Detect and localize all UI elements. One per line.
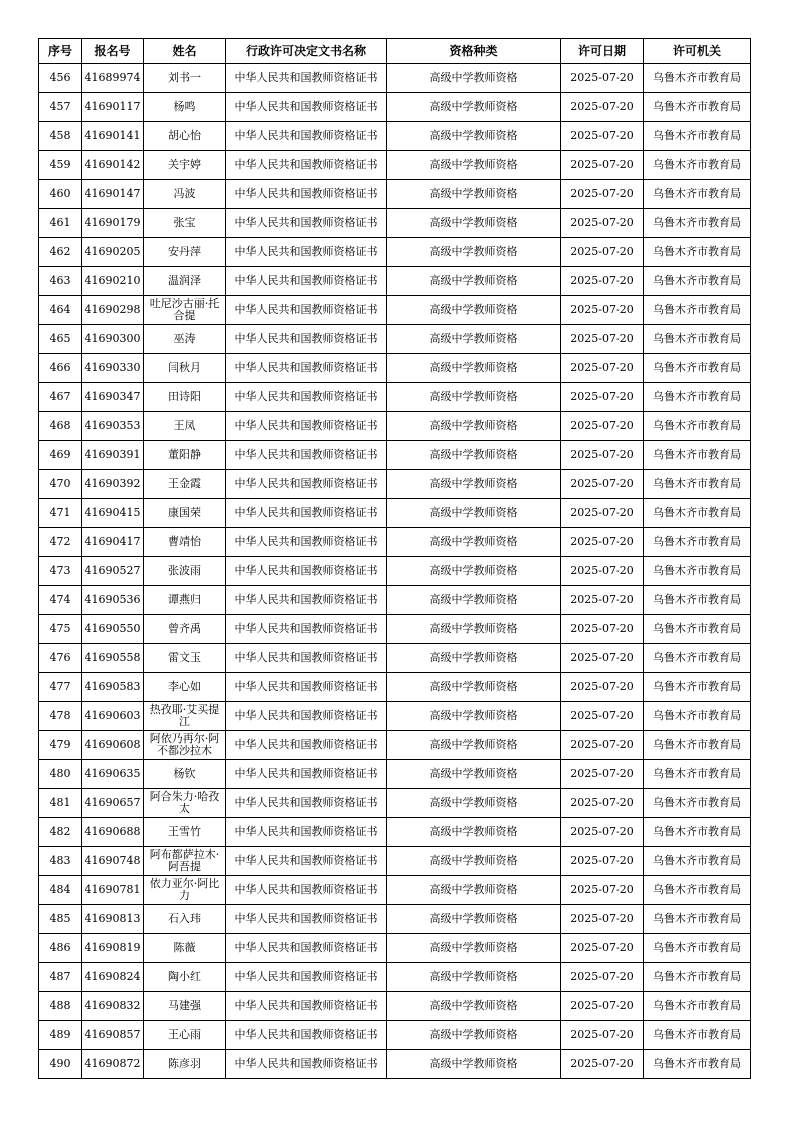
cell-registration-number: 41690635 bbox=[82, 760, 144, 789]
cell-document-name: 中华人民共和国教师资格证书 bbox=[226, 528, 387, 557]
header-serial: 序号 bbox=[39, 39, 82, 64]
cell-license-authority: 乌鲁木齐市教育局 bbox=[644, 847, 751, 876]
cell-serial: 483 bbox=[39, 847, 82, 876]
cell-name: 闫秋月 bbox=[144, 354, 226, 383]
cell-serial: 459 bbox=[39, 151, 82, 180]
cell-document-name: 中华人民共和国教师资格证书 bbox=[226, 325, 387, 354]
cell-license-date: 2025-07-20 bbox=[561, 64, 644, 93]
cell-name: 冯波 bbox=[144, 180, 226, 209]
cell-qualification-type: 高级中学教师资格 bbox=[387, 1050, 561, 1079]
cell-registration-number: 41690179 bbox=[82, 209, 144, 238]
cell-document-name: 中华人民共和国教师资格证书 bbox=[226, 499, 387, 528]
cell-registration-number: 41690353 bbox=[82, 412, 144, 441]
cell-license-authority: 乌鲁木齐市教育局 bbox=[644, 441, 751, 470]
table-row bbox=[39, 731, 751, 760]
cell-license-authority: 乌鲁木齐市教育局 bbox=[644, 760, 751, 789]
cell-license-authority: 乌鲁木齐市教育局 bbox=[644, 789, 751, 818]
cell-serial: 474 bbox=[39, 586, 82, 615]
table-row bbox=[39, 615, 751, 644]
cell-license-authority: 乌鲁木齐市教育局 bbox=[644, 122, 751, 151]
cell-qualification-type: 高级中学教师资格 bbox=[387, 789, 561, 818]
cell-registration-number: 41690392 bbox=[82, 470, 144, 499]
cell-qualification-type: 高级中学教师资格 bbox=[387, 731, 561, 760]
cell-license-date: 2025-07-20 bbox=[561, 325, 644, 354]
cell-registration-number: 41690147 bbox=[82, 180, 144, 209]
cell-license-authority: 乌鲁木齐市教育局 bbox=[644, 702, 751, 731]
cell-registration-number: 41690781 bbox=[82, 876, 144, 905]
cell-qualification-type: 高级中学教师资格 bbox=[387, 702, 561, 731]
cell-document-name: 中华人民共和国教师资格证书 bbox=[226, 122, 387, 151]
cell-document-name: 中华人民共和国教师资格证书 bbox=[226, 818, 387, 847]
cell-qualification-type: 高级中学教师资格 bbox=[387, 818, 561, 847]
cell-document-name: 中华人民共和国教师资格证书 bbox=[226, 354, 387, 383]
cell-registration-number: 41690210 bbox=[82, 267, 144, 296]
cell-serial: 482 bbox=[39, 818, 82, 847]
cell-license-date: 2025-07-20 bbox=[561, 905, 644, 934]
cell-name: 巫涛 bbox=[144, 325, 226, 354]
cell-license-date: 2025-07-20 bbox=[561, 847, 644, 876]
cell-serial: 476 bbox=[39, 644, 82, 673]
cell-license-date: 2025-07-20 bbox=[561, 789, 644, 818]
cell-license-date: 2025-07-20 bbox=[561, 93, 644, 122]
cell-qualification-type: 高级中学教师资格 bbox=[387, 615, 561, 644]
cell-license-date: 2025-07-20 bbox=[561, 876, 644, 905]
cell-license-authority: 乌鲁木齐市教育局 bbox=[644, 296, 751, 325]
cell-qualification-type: 高级中学教师资格 bbox=[387, 354, 561, 383]
cell-serial: 481 bbox=[39, 789, 82, 818]
table-row bbox=[39, 499, 751, 528]
cell-document-name: 中华人民共和国教师资格证书 bbox=[226, 93, 387, 122]
cell-license-date: 2025-07-20 bbox=[561, 992, 644, 1021]
cell-name: 杨鸣 bbox=[144, 93, 226, 122]
cell-license-date: 2025-07-20 bbox=[561, 934, 644, 963]
cell-license-date: 2025-07-20 bbox=[561, 615, 644, 644]
cell-qualification-type: 高级中学教师资格 bbox=[387, 64, 561, 93]
table-row bbox=[39, 383, 751, 412]
cell-license-date: 2025-07-20 bbox=[561, 644, 644, 673]
table-row bbox=[39, 876, 751, 905]
cell-license-date: 2025-07-20 bbox=[561, 731, 644, 760]
cell-qualification-type: 高级中学教师资格 bbox=[387, 1021, 561, 1050]
cell-qualification-type: 高级中学教师资格 bbox=[387, 383, 561, 412]
cell-qualification-type: 高级中学教师资格 bbox=[387, 876, 561, 905]
cell-document-name: 中华人民共和国教师资格证书 bbox=[226, 731, 387, 760]
cell-qualification-type: 高级中学教师资格 bbox=[387, 992, 561, 1021]
table-row bbox=[39, 267, 751, 296]
cell-name: 王雪竹 bbox=[144, 818, 226, 847]
cell-license-authority: 乌鲁木齐市教育局 bbox=[644, 586, 751, 615]
cell-license-date: 2025-07-20 bbox=[561, 760, 644, 789]
cell-document-name: 中华人民共和国教师资格证书 bbox=[226, 789, 387, 818]
table-row bbox=[39, 847, 751, 876]
cell-registration-number: 41690298 bbox=[82, 296, 144, 325]
cell-qualification-type: 高级中学教师资格 bbox=[387, 934, 561, 963]
cell-serial: 486 bbox=[39, 934, 82, 963]
cell-license-date: 2025-07-20 bbox=[561, 818, 644, 847]
cell-name: 依力亚尔·阿比力 bbox=[144, 876, 226, 905]
cell-document-name: 中华人民共和国教师资格证书 bbox=[226, 760, 387, 789]
cell-document-name: 中华人民共和国教师资格证书 bbox=[226, 180, 387, 209]
table-row bbox=[39, 963, 751, 992]
cell-license-authority: 乌鲁木齐市教育局 bbox=[644, 151, 751, 180]
cell-license-date: 2025-07-20 bbox=[561, 441, 644, 470]
table-row bbox=[39, 180, 751, 209]
cell-name: 陈彦羽 bbox=[144, 1050, 226, 1079]
cell-document-name: 中华人民共和国教师资格证书 bbox=[226, 963, 387, 992]
cell-name: 安丹萍 bbox=[144, 238, 226, 267]
cell-document-name: 中华人民共和国教师资格证书 bbox=[226, 209, 387, 238]
cell-registration-number: 41690558 bbox=[82, 644, 144, 673]
table-row bbox=[39, 586, 751, 615]
certificate-table bbox=[38, 38, 751, 1079]
cell-serial: 490 bbox=[39, 1050, 82, 1079]
cell-serial: 473 bbox=[39, 557, 82, 586]
cell-serial: 457 bbox=[39, 93, 82, 122]
cell-name: 陶小红 bbox=[144, 963, 226, 992]
cell-serial: 470 bbox=[39, 470, 82, 499]
cell-qualification-type: 高级中学教师资格 bbox=[387, 847, 561, 876]
cell-qualification-type: 高级中学教师资格 bbox=[387, 122, 561, 151]
cell-license-date: 2025-07-20 bbox=[561, 557, 644, 586]
cell-document-name: 中华人民共和国教师资格证书 bbox=[226, 876, 387, 905]
cell-license-date: 2025-07-20 bbox=[561, 383, 644, 412]
cell-qualification-type: 高级中学教师资格 bbox=[387, 412, 561, 441]
cell-license-date: 2025-07-20 bbox=[561, 673, 644, 702]
table-row bbox=[39, 412, 751, 441]
cell-registration-number: 41690583 bbox=[82, 673, 144, 702]
table-row bbox=[39, 441, 751, 470]
cell-license-date: 2025-07-20 bbox=[561, 470, 644, 499]
cell-license-authority: 乌鲁木齐市教育局 bbox=[644, 470, 751, 499]
cell-registration-number: 41690347 bbox=[82, 383, 144, 412]
cell-name: 田诗阳 bbox=[144, 383, 226, 412]
cell-qualification-type: 高级中学教师资格 bbox=[387, 905, 561, 934]
cell-license-date: 2025-07-20 bbox=[561, 586, 644, 615]
cell-name: 温润泽 bbox=[144, 267, 226, 296]
cell-name: 杨钦 bbox=[144, 760, 226, 789]
cell-name: 石入玮 bbox=[144, 905, 226, 934]
cell-qualification-type: 高级中学教师资格 bbox=[387, 180, 561, 209]
cell-serial: 484 bbox=[39, 876, 82, 905]
table-row bbox=[39, 934, 751, 963]
header-license-authority: 许可机关 bbox=[644, 39, 751, 64]
cell-qualification-type: 高级中学教师资格 bbox=[387, 325, 561, 354]
cell-serial: 456 bbox=[39, 64, 82, 93]
cell-document-name: 中华人民共和国教师资格证书 bbox=[226, 296, 387, 325]
table-row bbox=[39, 818, 751, 847]
cell-document-name: 中华人民共和国教师资格证书 bbox=[226, 615, 387, 644]
cell-license-authority: 乌鲁木齐市教育局 bbox=[644, 557, 751, 586]
cell-qualification-type: 高级中学教师资格 bbox=[387, 586, 561, 615]
cell-license-date: 2025-07-20 bbox=[561, 354, 644, 383]
cell-serial: 463 bbox=[39, 267, 82, 296]
cell-serial: 485 bbox=[39, 905, 82, 934]
cell-name: 李心如 bbox=[144, 673, 226, 702]
cell-qualification-type: 高级中学教师资格 bbox=[387, 238, 561, 267]
cell-license-authority: 乌鲁木齐市教育局 bbox=[644, 992, 751, 1021]
cell-qualification-type: 高级中学教师资格 bbox=[387, 209, 561, 238]
table-row bbox=[39, 122, 751, 151]
cell-license-date: 2025-07-20 bbox=[561, 1050, 644, 1079]
cell-registration-number: 41690536 bbox=[82, 586, 144, 615]
cell-registration-number: 41690608 bbox=[82, 731, 144, 760]
cell-license-date: 2025-07-20 bbox=[561, 267, 644, 296]
cell-license-authority: 乌鲁木齐市教育局 bbox=[644, 267, 751, 296]
cell-registration-number: 41690550 bbox=[82, 615, 144, 644]
cell-document-name: 中华人民共和国教师资格证书 bbox=[226, 64, 387, 93]
cell-name: 陈薇 bbox=[144, 934, 226, 963]
table-row bbox=[39, 557, 751, 586]
table-row bbox=[39, 354, 751, 383]
cell-qualification-type: 高级中学教师资格 bbox=[387, 644, 561, 673]
table-row bbox=[39, 905, 751, 934]
cell-license-authority: 乌鲁木齐市教育局 bbox=[644, 93, 751, 122]
cell-license-date: 2025-07-20 bbox=[561, 412, 644, 441]
cell-license-authority: 乌鲁木齐市教育局 bbox=[644, 963, 751, 992]
cell-serial: 466 bbox=[39, 354, 82, 383]
cell-name: 吐尼沙古丽·托合提 bbox=[144, 296, 226, 325]
cell-name: 张波雨 bbox=[144, 557, 226, 586]
cell-serial: 469 bbox=[39, 441, 82, 470]
cell-license-authority: 乌鲁木齐市教育局 bbox=[644, 1050, 751, 1079]
cell-name: 王金霞 bbox=[144, 470, 226, 499]
table-row bbox=[39, 1021, 751, 1050]
table-row bbox=[39, 1050, 751, 1079]
table-row bbox=[39, 644, 751, 673]
cell-document-name: 中华人民共和国教师资格证书 bbox=[226, 847, 387, 876]
table-row bbox=[39, 528, 751, 557]
cell-license-date: 2025-07-20 bbox=[561, 702, 644, 731]
cell-qualification-type: 高级中学教师资格 bbox=[387, 557, 561, 586]
table-row bbox=[39, 151, 751, 180]
cell-registration-number: 41690205 bbox=[82, 238, 144, 267]
cell-registration-number: 41690330 bbox=[82, 354, 144, 383]
cell-license-date: 2025-07-20 bbox=[561, 209, 644, 238]
cell-serial: 480 bbox=[39, 760, 82, 789]
cell-name: 王凤 bbox=[144, 412, 226, 441]
cell-registration-number: 41689974 bbox=[82, 64, 144, 93]
cell-name: 刘书一 bbox=[144, 64, 226, 93]
cell-name: 曹靖怡 bbox=[144, 528, 226, 557]
cell-serial: 461 bbox=[39, 209, 82, 238]
cell-name: 关宇婷 bbox=[144, 151, 226, 180]
cell-license-authority: 乌鲁木齐市教育局 bbox=[644, 354, 751, 383]
table-row bbox=[39, 702, 751, 731]
cell-name: 谭燕归 bbox=[144, 586, 226, 615]
cell-document-name: 中华人民共和国教师资格证书 bbox=[226, 1021, 387, 1050]
header-registration-number: 报名号 bbox=[82, 39, 144, 64]
cell-name: 雷文玉 bbox=[144, 644, 226, 673]
cell-qualification-type: 高级中学教师资格 bbox=[387, 760, 561, 789]
cell-name: 胡心怡 bbox=[144, 122, 226, 151]
table-row bbox=[39, 760, 751, 789]
cell-registration-number: 41690748 bbox=[82, 847, 144, 876]
cell-license-date: 2025-07-20 bbox=[561, 528, 644, 557]
cell-registration-number: 41690872 bbox=[82, 1050, 144, 1079]
cell-license-authority: 乌鲁木齐市教育局 bbox=[644, 64, 751, 93]
cell-serial: 462 bbox=[39, 238, 82, 267]
cell-license-authority: 乌鲁木齐市教育局 bbox=[644, 528, 751, 557]
table-row bbox=[39, 238, 751, 267]
cell-registration-number: 41690819 bbox=[82, 934, 144, 963]
cell-license-date: 2025-07-20 bbox=[561, 1021, 644, 1050]
cell-serial: 467 bbox=[39, 383, 82, 412]
cell-document-name: 中华人民共和国教师资格证书 bbox=[226, 992, 387, 1021]
cell-qualification-type: 高级中学教师资格 bbox=[387, 441, 561, 470]
table-row bbox=[39, 93, 751, 122]
cell-license-authority: 乌鲁木齐市教育局 bbox=[644, 383, 751, 412]
cell-license-authority: 乌鲁木齐市教育局 bbox=[644, 412, 751, 441]
cell-serial: 475 bbox=[39, 615, 82, 644]
cell-name: 阿布都萨拉木·阿吾提 bbox=[144, 847, 226, 876]
cell-serial: 472 bbox=[39, 528, 82, 557]
cell-license-date: 2025-07-20 bbox=[561, 296, 644, 325]
cell-name: 董阳静 bbox=[144, 441, 226, 470]
cell-license-authority: 乌鲁木齐市教育局 bbox=[644, 644, 751, 673]
cell-document-name: 中华人民共和国教师资格证书 bbox=[226, 383, 387, 412]
cell-document-name: 中华人民共和国教师资格证书 bbox=[226, 238, 387, 267]
cell-registration-number: 41690527 bbox=[82, 557, 144, 586]
cell-serial: 477 bbox=[39, 673, 82, 702]
cell-license-date: 2025-07-20 bbox=[561, 238, 644, 267]
cell-registration-number: 41690688 bbox=[82, 818, 144, 847]
cell-serial: 465 bbox=[39, 325, 82, 354]
cell-license-authority: 乌鲁木齐市教育局 bbox=[644, 180, 751, 209]
cell-qualification-type: 高级中学教师资格 bbox=[387, 93, 561, 122]
cell-registration-number: 41690117 bbox=[82, 93, 144, 122]
table-row bbox=[39, 209, 751, 238]
table-body bbox=[39, 64, 751, 1079]
cell-license-authority: 乌鲁木齐市教育局 bbox=[644, 1021, 751, 1050]
cell-name: 马建强 bbox=[144, 992, 226, 1021]
cell-registration-number: 41690417 bbox=[82, 528, 144, 557]
cell-qualification-type: 高级中学教师资格 bbox=[387, 470, 561, 499]
cell-serial: 471 bbox=[39, 499, 82, 528]
cell-registration-number: 41690657 bbox=[82, 789, 144, 818]
cell-qualification-type: 高级中学教师资格 bbox=[387, 528, 561, 557]
cell-license-authority: 乌鲁木齐市教育局 bbox=[644, 731, 751, 760]
cell-document-name: 中华人民共和国教师资格证书 bbox=[226, 586, 387, 615]
cell-qualification-type: 高级中学教师资格 bbox=[387, 296, 561, 325]
cell-registration-number: 41690300 bbox=[82, 325, 144, 354]
header-qualification-type: 资格种类 bbox=[387, 39, 561, 64]
cell-name: 阿依乃再尔·阿不都沙拉木 bbox=[144, 731, 226, 760]
cell-qualification-type: 高级中学教师资格 bbox=[387, 673, 561, 702]
cell-document-name: 中华人民共和国教师资格证书 bbox=[226, 470, 387, 499]
cell-license-date: 2025-07-20 bbox=[561, 122, 644, 151]
cell-license-authority: 乌鲁木齐市教育局 bbox=[644, 325, 751, 354]
cell-document-name: 中华人民共和国教师资格证书 bbox=[226, 673, 387, 702]
cell-license-authority: 乌鲁木齐市教育局 bbox=[644, 238, 751, 267]
cell-serial: 479 bbox=[39, 731, 82, 760]
cell-name: 张宝 bbox=[144, 209, 226, 238]
cell-qualification-type: 高级中学教师资格 bbox=[387, 267, 561, 296]
cell-license-authority: 乌鲁木齐市教育局 bbox=[644, 876, 751, 905]
cell-document-name: 中华人民共和国教师资格证书 bbox=[226, 702, 387, 731]
cell-serial: 489 bbox=[39, 1021, 82, 1050]
cell-qualification-type: 高级中学教师资格 bbox=[387, 151, 561, 180]
cell-license-authority: 乌鲁木齐市教育局 bbox=[644, 673, 751, 702]
cell-document-name: 中华人民共和国教师资格证书 bbox=[226, 151, 387, 180]
cell-license-authority: 乌鲁木齐市教育局 bbox=[644, 818, 751, 847]
header-document-name: 行政许可决定文书名称 bbox=[226, 39, 387, 64]
header-license-date: 许可日期 bbox=[561, 39, 644, 64]
cell-serial: 487 bbox=[39, 963, 82, 992]
cell-serial: 468 bbox=[39, 412, 82, 441]
cell-document-name: 中华人民共和国教师资格证书 bbox=[226, 412, 387, 441]
cell-name: 阿合朱力·哈孜太 bbox=[144, 789, 226, 818]
cell-document-name: 中华人民共和国教师资格证书 bbox=[226, 934, 387, 963]
table-row bbox=[39, 673, 751, 702]
table-row bbox=[39, 64, 751, 93]
cell-registration-number: 41690832 bbox=[82, 992, 144, 1021]
cell-name: 热孜耶·艾买提江 bbox=[144, 702, 226, 731]
table-row bbox=[39, 470, 751, 499]
cell-registration-number: 41690391 bbox=[82, 441, 144, 470]
cell-serial: 460 bbox=[39, 180, 82, 209]
cell-registration-number: 41690857 bbox=[82, 1021, 144, 1050]
cell-serial: 464 bbox=[39, 296, 82, 325]
cell-registration-number: 41690813 bbox=[82, 905, 144, 934]
cell-name: 曾齐禹 bbox=[144, 615, 226, 644]
cell-registration-number: 41690142 bbox=[82, 151, 144, 180]
cell-license-authority: 乌鲁木齐市教育局 bbox=[644, 615, 751, 644]
cell-license-authority: 乌鲁木齐市教育局 bbox=[644, 209, 751, 238]
cell-license-authority: 乌鲁木齐市教育局 bbox=[644, 905, 751, 934]
cell-serial: 458 bbox=[39, 122, 82, 151]
cell-registration-number: 41690141 bbox=[82, 122, 144, 151]
cell-license-authority: 乌鲁木齐市教育局 bbox=[644, 934, 751, 963]
table-header-row bbox=[39, 39, 751, 64]
cell-document-name: 中华人民共和国教师资格证书 bbox=[226, 644, 387, 673]
table-row bbox=[39, 296, 751, 325]
cell-license-date: 2025-07-20 bbox=[561, 499, 644, 528]
cell-qualification-type: 高级中学教师资格 bbox=[387, 499, 561, 528]
cell-registration-number: 41690415 bbox=[82, 499, 144, 528]
cell-license-authority: 乌鲁木齐市教育局 bbox=[644, 499, 751, 528]
cell-document-name: 中华人民共和国教师资格证书 bbox=[226, 267, 387, 296]
cell-registration-number: 41690603 bbox=[82, 702, 144, 731]
cell-name: 王心雨 bbox=[144, 1021, 226, 1050]
cell-license-date: 2025-07-20 bbox=[561, 151, 644, 180]
table-row bbox=[39, 325, 751, 354]
table-row bbox=[39, 992, 751, 1021]
cell-registration-number: 41690824 bbox=[82, 963, 144, 992]
cell-license-date: 2025-07-20 bbox=[561, 963, 644, 992]
cell-license-date: 2025-07-20 bbox=[561, 180, 644, 209]
header-name: 姓名 bbox=[144, 39, 226, 64]
table-row bbox=[39, 789, 751, 818]
cell-document-name: 中华人民共和国教师资格证书 bbox=[226, 557, 387, 586]
cell-name: 康国荣 bbox=[144, 499, 226, 528]
cell-serial: 478 bbox=[39, 702, 82, 731]
cell-serial: 488 bbox=[39, 992, 82, 1021]
cell-qualification-type: 高级中学教师资格 bbox=[387, 963, 561, 992]
cell-document-name: 中华人民共和国教师资格证书 bbox=[226, 441, 387, 470]
cell-document-name: 中华人民共和国教师资格证书 bbox=[226, 905, 387, 934]
cell-document-name: 中华人民共和国教师资格证书 bbox=[226, 1050, 387, 1079]
